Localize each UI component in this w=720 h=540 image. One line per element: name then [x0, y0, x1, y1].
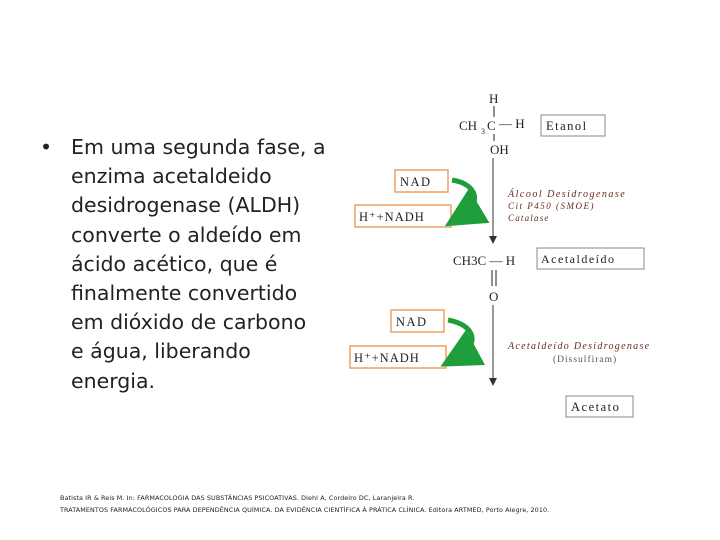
label-acetato: Acetato — [571, 400, 621, 414]
reference-line-1: Batista IR & Reis M. In: FARMACOLOGIA DAS SUBSTÂNCIAS PSICOATIVAS. Diehl A, Cordeiro DC, Laranjeira R. — [60, 494, 415, 502]
ethanol-oh: OH — [490, 142, 509, 157]
cofactor-green-arrow-2 — [448, 320, 472, 357]
enzyme-catalase: Catalase — [508, 213, 550, 223]
ethanol-h-top: H — [489, 91, 499, 106]
bullet-line: em dióxido de carbono — [71, 310, 307, 335]
bullet-line: Em uma segunda fase, a — [71, 135, 326, 159]
acetaldehyde-o: O — [489, 289, 499, 304]
bullet-line: finalmente convertido — [71, 281, 298, 306]
label-etanol: Etanol — [546, 119, 588, 133]
inhibitor-disulfiram: (Dissulfiram) — [553, 355, 618, 365]
bullet-line: e água, liberando — [71, 339, 251, 364]
cofactor-nadh-2: H⁺+NADH — [354, 351, 420, 365]
ethanol-sub3: 3 — [481, 127, 485, 136]
label-acetaldeido: Acetaldeído — [541, 252, 616, 266]
cofactor-nad-2: NAD — [396, 315, 428, 329]
ethanol-ch3: CH — [459, 118, 478, 133]
bullet-line: energia. — [71, 368, 156, 393]
ethanol-formula — [459, 91, 525, 157]
cofactor-nadh-1: H⁺+NADH — [359, 210, 425, 224]
reference-line-2: TRATAMENTOS FARMACOLÓGICOS PARA DEPENDÊNCIA QUÍMICA. DA EVIDÊNCIA CIENTÍFICA À PRÁTICA CLÍNICA. Editora ARTMED, Porto Alegre, 2010. — [60, 506, 550, 514]
enzyme-adh: Álcool Desidrogenase — [508, 189, 627, 200]
acetaldehyde-formula: CH3C — H — [453, 253, 516, 268]
bullet-marker: • — [40, 135, 53, 159]
bullet-line: converte o aldeído em — [71, 222, 302, 247]
ethanol-c: C — [487, 118, 496, 133]
bullet-line: enzima acetaldeido — [71, 164, 272, 189]
bullet-line: ácido acético, que é — [71, 251, 278, 276]
bullet-line: desidrogenase (ALDH) — [71, 193, 301, 218]
ethanol-dash-h: — H — [499, 116, 525, 131]
cofactor-green-arrow-1 — [452, 180, 475, 216]
cofactor-nad-1: NAD — [400, 175, 432, 189]
enzyme-cyp: Cit P450 (SMOE) — [508, 201, 595, 211]
enzyme-aldh: Acetaldeído Desidrogenase — [508, 341, 651, 352]
